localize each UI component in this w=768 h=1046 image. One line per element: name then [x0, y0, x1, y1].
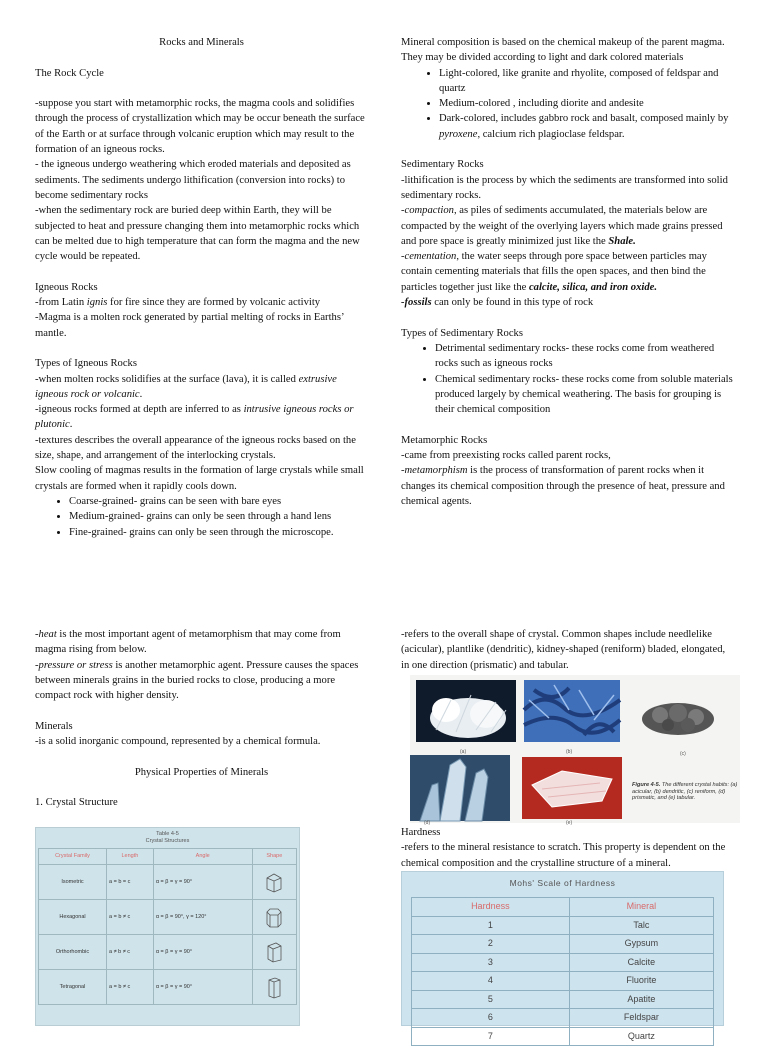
page-title: Rocks and Minerals	[159, 37, 244, 48]
crystal-habits-figure	[410, 675, 740, 826]
figure-caption: Figure 4-5. The different crystal habits: (a) acicular, (b) dendritic, (c) reniform, (d) prismatic, and (e) tabular.	[632, 782, 738, 801]
table-row: 5 Apatite	[412, 990, 714, 1009]
table-row: 7 Quartz	[412, 1027, 714, 1046]
cementation-line: -cementation, the water seeps through pore space between particles may contain cementing materials that fills the open spaces, and then bind the particles together just like the calcite, silica, and iron oxide.	[401, 251, 707, 293]
types-igneous-heading: Types of Igneous Rocks	[35, 358, 137, 370]
igneous-heading: Igneous Rocks	[35, 281, 98, 293]
hardness-section	[401, 825, 734, 871]
pressure-line: -pressure or stress is another metamorphic agent. Pressure causes the spaces between minerals grains in the buried rocks to close, producing a more compact rock with higher density.	[35, 659, 359, 702]
acicular-crystal-photo	[416, 680, 516, 742]
textures-line: -textures describes the overall appearance of the igneous rocks based on the size, shape, and arrangement of the interlocking crystals.	[35, 434, 356, 462]
rock-cycle-paragraph-3: -when the sedimentary rock are buried deep within Earth, they will be subjected to heat and pressure changing them into metamorphic rocks which can be melted due to high temperature that can form the magma and the new cycle would be repeated.	[35, 205, 360, 263]
crystal-table	[38, 848, 297, 1005]
right-bottom-column	[401, 627, 734, 673]
list-item: • Medium-colored , including diorite and andesite	[439, 96, 734, 111]
extrusive-line: -when molten rocks solidifies at the surface (lava), it is called extrusive igneous rock or volcanic.	[35, 373, 337, 400]
figure-label-d: (d)	[424, 820, 431, 826]
table-header: Shape	[252, 849, 296, 865]
table-row: 3 Calcite	[412, 953, 714, 972]
table-header: Hardness	[412, 898, 570, 916]
table-row: Tetragonal a = b ≠ c α = β = γ = 90°	[39, 970, 297, 1005]
tabular-crystal-photo	[522, 757, 622, 819]
table-row: Orthorhombic a ≠ b ≠ c α = β = γ = 90°	[39, 935, 297, 970]
table-row: Hexagonal a = b ≠ c α = β = 90°, γ = 120°	[39, 900, 297, 935]
grain-list	[35, 494, 368, 540]
table-header: Length	[107, 849, 154, 865]
list-item: • Coarse-grained- grains can be seen with bare eyes	[69, 494, 368, 509]
prismatic-crystal-photo	[410, 755, 510, 821]
figure-label-e: (e)	[566, 820, 573, 826]
table-row: Isometric a = b = c α = β = γ = 90°	[39, 865, 297, 900]
list-item: • Fine-grained- grains can only be seen through the microscope.	[69, 525, 368, 540]
mohs-title: Mohs' Scale of Hardness	[509, 878, 616, 888]
table-row: 6 Feldspar	[412, 1009, 714, 1028]
list-item: • Chemical sedimentary rocks- these rocks come from soluble materials produced largely by chemical weathering. The basis for grouping is their chemical composition	[435, 372, 734, 418]
table-header: Mineral	[569, 898, 713, 916]
list-item: • Dark-colored, includes gabbro rock and basalt, composed mainly by pyroxene, calcium rich plagioclase feldspar.	[439, 111, 734, 142]
table-row: 4 Fluorite	[412, 972, 714, 991]
crystal-habit-text: -refers to the overall shape of crystal. Common shapes include needlelike (acicular), plantlike (dendritic), kidney-shaped (reniform) bladed, elongated, in one direction (prismatic) and tabular.	[401, 629, 726, 671]
mohs-table	[411, 897, 714, 1046]
sedimentary-heading: Sedimentary Rocks	[401, 159, 484, 171]
left-bottom-column	[35, 627, 368, 811]
minerals-heading: Minerals	[35, 720, 73, 732]
figure-label-a: (a)	[460, 749, 467, 755]
types-sedimentary-heading: Types of Sedimentary Rocks	[401, 327, 523, 339]
table-header: Crystal Family	[39, 849, 107, 865]
parent-rocks-line: -came from preexisting rocks called parent rocks,	[401, 450, 611, 462]
mineral-composition-intro: Mineral composition is based on the chemical makeup of the parent magma. They may be divided according to light and dark colored materials	[401, 37, 725, 64]
hexagonal-prism-icon	[264, 906, 284, 928]
list-item: • Light-colored, like granite and rhyolite, composed of feldspar and quartz	[439, 66, 734, 97]
tetragonal-prism-icon	[264, 976, 284, 998]
orthorhombic-prism-icon	[264, 941, 284, 963]
lithification-line: -lithification is the process by which the sediments are transformed into solid sedimentary rocks.	[401, 174, 728, 201]
table-caption: Table 4-5 Crystal Structures	[145, 831, 190, 844]
sedimentary-type-list	[401, 341, 734, 417]
table-row: 2 Gypsum	[412, 935, 714, 954]
dendritic-crystal-photo	[524, 680, 620, 742]
metamorphism-line: -metamorphism is the process of transformation of parent rocks when it changes its chemical composition through the presence of heat, pressure and chemical agents.	[401, 465, 725, 507]
rock-cycle-paragraph-2: - the igneous undergo weathering which eroded materials and deposited as sediments. The sediments undergo lithification (conversion into rocks) to become sedimentary rocks	[35, 159, 351, 201]
heat-line: -heat is the most important agent of metamorphism that may come from magma rising from below.	[35, 629, 341, 656]
hardness-text: -refers to the mineral resistance to scratch. This property is dependent on the chemical composition and the crystalline structure of a mineral.	[401, 842, 726, 869]
left-top-column	[35, 35, 368, 540]
crystal-structure-table-image	[35, 827, 300, 1026]
list-item: • Detrimental sedimentary rocks- these rocks come from weathered rocks such as igneous rocks	[435, 341, 734, 372]
fossils-line: -fossils can only be found in this type of rock	[401, 297, 594, 309]
cooling-line: Slow cooling of magmas results in the formation of large crystals while small crystals are formed when it rapidly cools down.	[35, 465, 364, 492]
minerals-definition: -is a solid inorganic compound, represented by a chemical formula.	[35, 736, 321, 748]
igneous-line-1: -from Latin ignis for fire since they are formed by volcanic activity	[35, 297, 321, 309]
list-item: • Medium-grained- grains can only be seen through a hand lens	[69, 509, 368, 524]
cube-shape-icon	[264, 871, 284, 893]
rock-cycle-paragraph-1: -suppose you start with metamorphic rocks, the magma cools and solidifies through the process of crystallization which may be occur beneath the surface of the Earth or at surface through volcanic eruption which may result to the formation of an igneous rocks.	[35, 98, 365, 156]
figure-label-c: (c)	[680, 751, 686, 757]
table-header: Angle	[153, 849, 252, 865]
reniform-crystal-photo	[638, 693, 718, 741]
compaction-line: -compaction, as piles of sediments accumulated, the materials below are compacted by the weight of the overlying layers which made grains pressed and pore space is greatly minimized just like the Shale.	[401, 205, 723, 247]
right-top-column	[401, 35, 734, 509]
figure-label-b: (b)	[566, 749, 573, 755]
rock-cycle-heading: The Rock Cycle	[35, 67, 104, 79]
metamorphic-heading: Metamorphic Rocks	[401, 434, 488, 446]
mohs-scale-table-image	[401, 871, 724, 1041]
hardness-heading: Hardness	[401, 827, 441, 838]
intrusive-line: -igneous rocks formed at depth are inferred to as intrusive igneous rocks or plutonic.	[35, 404, 354, 431]
crystal-structure-heading: 1. Crystal Structure	[35, 797, 118, 809]
physical-properties-heading: Physical Properties of Minerals	[134, 766, 269, 778]
igneous-line-2: -Magma is a molten rock generated by partial melting of rocks in Earths’ mantle.	[35, 312, 344, 339]
color-list	[401, 66, 734, 142]
table-row: 1 Talc	[412, 916, 714, 935]
